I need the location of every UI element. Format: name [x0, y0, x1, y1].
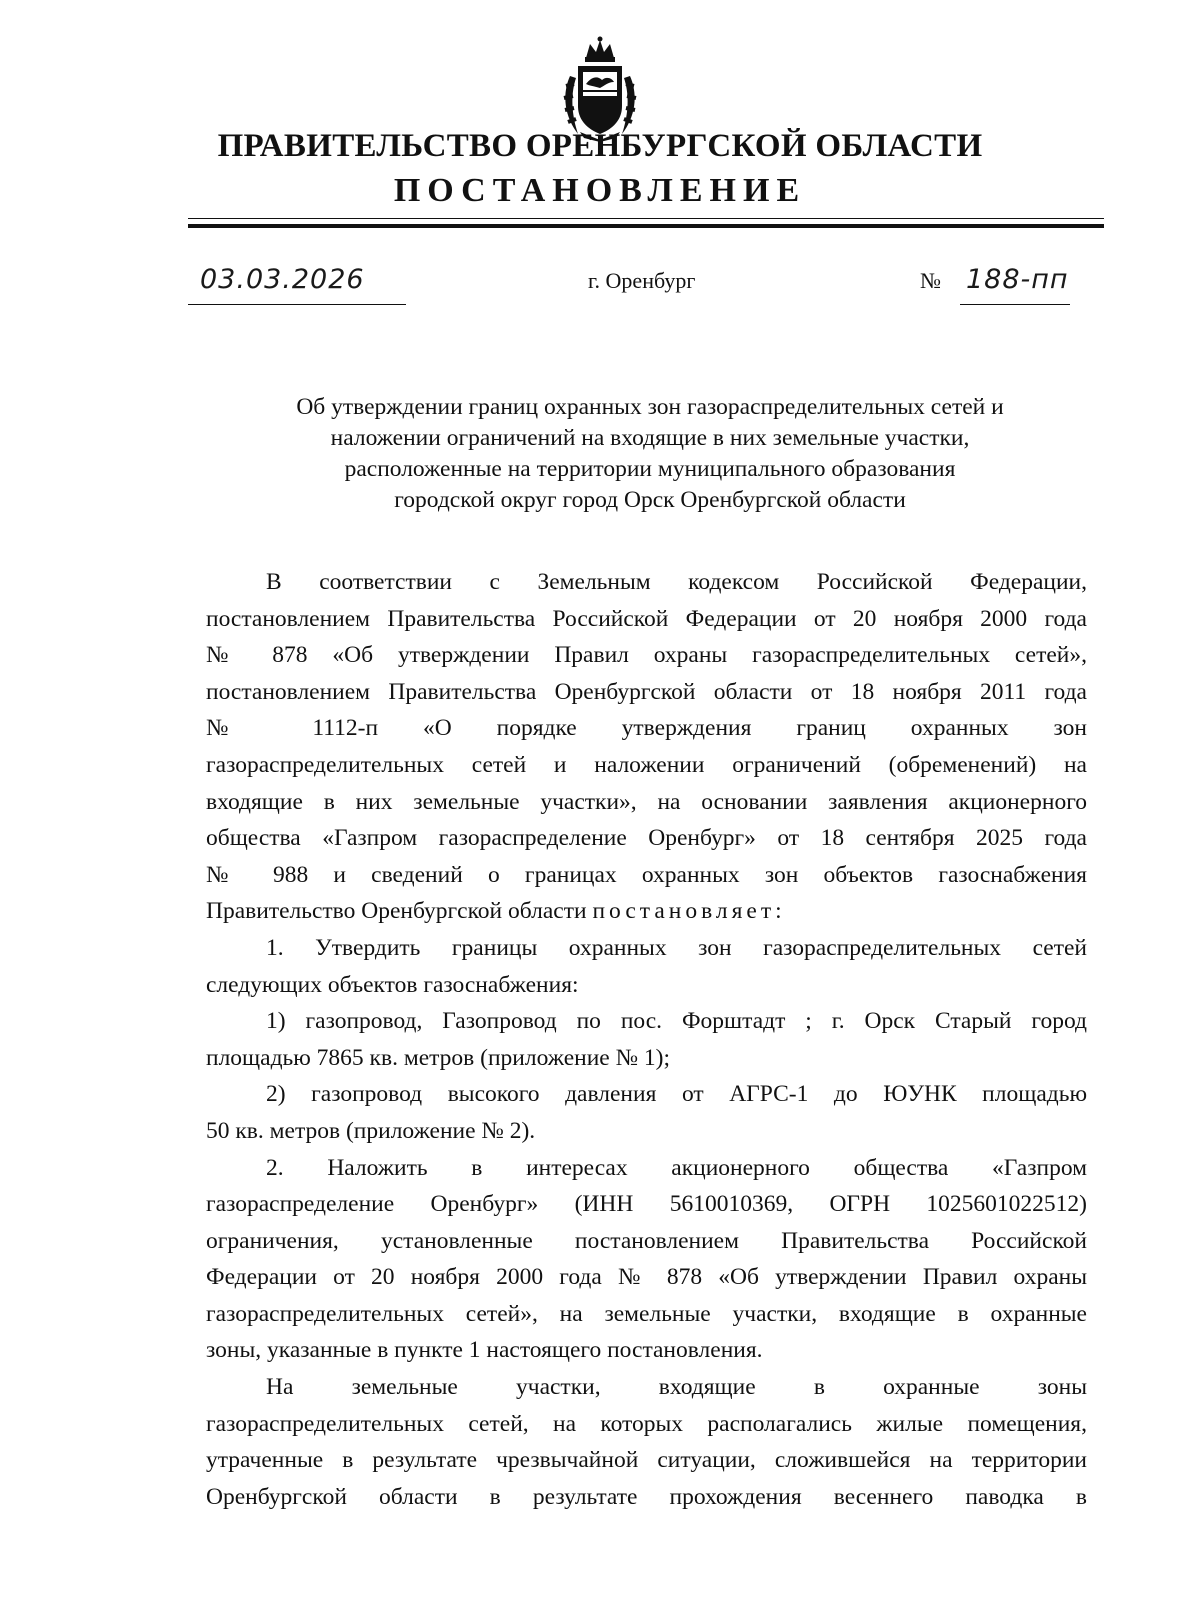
- document-subject: [200, 392, 1100, 516]
- document-date: 03.03.2026: [200, 264, 365, 295]
- decree-prefix: Правительство Оренбургской области: [206, 898, 593, 925]
- body-line: общества «Газпром газораспределение Оренбург» от 18 сентября 2025 года: [206, 825, 1087, 852]
- body-line: 50 кв. метров (приложение № 2).: [206, 1117, 536, 1144]
- body-line: газораспределительных сетей», на земельные участки, входящие в охранные: [206, 1300, 1087, 1327]
- body-line: На земельные участки, входящие в охранные зоны: [266, 1374, 1087, 1401]
- body-line: газораспределительных сетей, на которых располагались жилые помещения,: [206, 1410, 1087, 1437]
- body-line: 2) газопровод высокого давления от АГРС-1 до ЮУНК площадью: [266, 1081, 1087, 1108]
- body-line: 2. Наложить в интересах акционерного общества «Газпром: [266, 1154, 1087, 1181]
- body-line: зоны, указанные в пункте 1 настоящего постановления.: [206, 1337, 763, 1364]
- number-field: [960, 264, 1070, 305]
- body-line: входящие в них земельные участки», на основании заявления акционерного: [206, 788, 1087, 815]
- date-field: [188, 264, 406, 305]
- decree-verb: постановляет: [592, 898, 776, 925]
- body-line: № 878 «Об утверждении Правил охраны газораспределительных сетей»,: [206, 642, 1087, 669]
- body-line: 1. Утвердить границы охранных зон газораспределительных сетей: [266, 934, 1087, 961]
- body-line: № 1112-п «О порядке утверждения границ охранных зон: [206, 715, 1087, 742]
- subject-line: расположенные на территории муниципального образования: [344, 456, 956, 482]
- document-body: [206, 564, 1087, 1515]
- body-line: утраченные в результате чрезвычайной ситуации, сложившейся на территории: [206, 1447, 1087, 1474]
- body-line: следующих объектов газоснабжения:: [206, 971, 579, 998]
- subject-line: Об утверждении границ охранных зон газораспределительных сетей и: [296, 394, 1004, 420]
- body-line: № 988 и сведений о границах охранных зон объектов газоснабжения: [206, 861, 1087, 888]
- body-line: газораспределение Оренбург» (ИНН 5610010369, ОГРН 1025601022512): [206, 1191, 1087, 1218]
- body-line: 1) газопровод, Газопровод по пос. Форштадт ; г. Орск Старый город: [266, 1008, 1087, 1035]
- coat-of-arms-icon: [556, 36, 644, 142]
- body-line: постановлением Правительства Оренбургской области от 18 ноября 2011 года: [206, 678, 1087, 705]
- document-number: 188-пп: [966, 264, 1069, 295]
- header-rule-thick: [188, 224, 1104, 228]
- body-line: площадью 7865 кв. метров (приложение № 1);: [206, 1044, 670, 1071]
- document-type-title: ПОСТАНОВЛЕНИЕ: [393, 172, 807, 209]
- subject-line: городской округ город Орск Оренбургской области: [394, 487, 906, 513]
- city-label: г. Оренбург: [588, 268, 696, 293]
- organization-title: ПРАВИТЕЛЬСТВО ОРЕНБУРГСКОЙ ОБЛАСТИ: [217, 128, 983, 164]
- body-line: газораспределительных сетей и наложении ограничений (обременений) на: [206, 751, 1087, 778]
- body-line: Федерации от 20 ноября 2000 года № 878 «Об утверждении Правил охраны: [206, 1264, 1087, 1291]
- body-line: постановлением Правительства Российской Федерации от 20 ноября 2000 года: [206, 605, 1087, 632]
- body-line: Оренбургской области в результате прохождения весеннего паводка в: [206, 1483, 1087, 1510]
- body-line: ограничения, установленные постановлением Правительства Российской: [206, 1227, 1087, 1254]
- decree-colon: :: [775, 898, 782, 925]
- number-label: №: [920, 268, 941, 293]
- subject-line: наложении ограничений на входящие в них земельные участки,: [330, 425, 970, 451]
- header-rule-thin: [188, 218, 1104, 219]
- body-line: [206, 893, 1087, 930]
- body-line: В соответствии с Земельным кодексом Российской Федерации,: [266, 569, 1087, 595]
